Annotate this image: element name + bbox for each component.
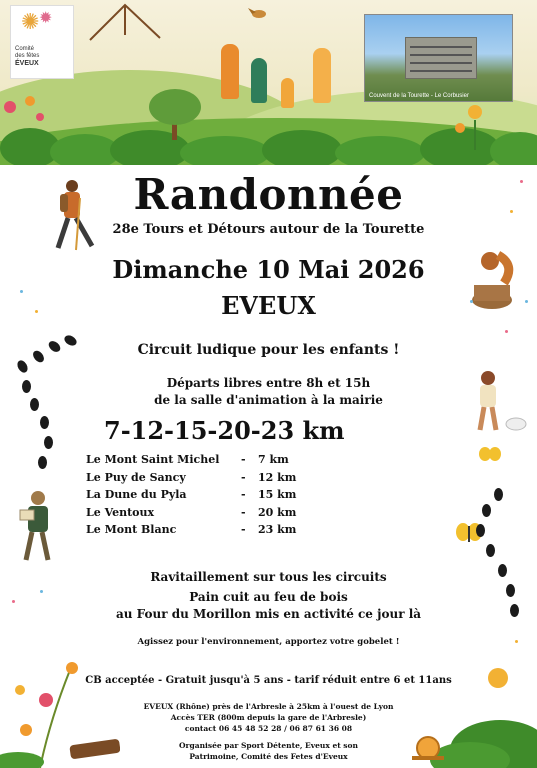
- header-illustration: [0, 0, 537, 165]
- logo-line: des fêtes: [15, 52, 40, 59]
- route-separator: -: [241, 470, 246, 484]
- bread-line: Pain cuit au feu de bois: [189, 590, 348, 604]
- distances-headline: 7-12-15-20-23 km: [104, 416, 345, 445]
- supply-text: Ravitaillement sur tous les circuits: [150, 570, 387, 584]
- footprint-icon: [38, 456, 47, 469]
- payment-info: CB acceptée - Gratuit jusqu'à 5 ans - tarif réduit entre 6 et 11ans: [85, 675, 452, 686]
- flowers-icon: [450, 100, 500, 150]
- environment-note: Agissez pour l'environnement, apportez votre gobelet !: [137, 637, 400, 647]
- sun-icon: ✹: [39, 8, 53, 27]
- tree-icon: [145, 85, 205, 140]
- bush-shape: [180, 136, 270, 165]
- logo-line: ÉVEUX: [15, 59, 39, 67]
- hiker-map-illustration: [12, 488, 62, 566]
- hiker-figure: [221, 44, 239, 99]
- departures-line: Départs libres entre 8h et 15h: [166, 376, 371, 390]
- committee-logo: [10, 5, 74, 79]
- route-distance: 20 km: [258, 505, 297, 519]
- bread-line: au Four du Morillon mis en activité ce jour là: [115, 607, 422, 621]
- event-date: Dimanche 10 Mai 2026: [112, 255, 425, 284]
- footprint-icon: [40, 416, 49, 429]
- footprint-icon: [486, 544, 495, 557]
- logo-line: Comité: [15, 46, 35, 52]
- route-distance: 15 km: [258, 488, 297, 501]
- route-separator: -: [241, 523, 246, 536]
- route-distance: 12 km: [258, 470, 297, 484]
- route-name: La Dune du Pyla: [86, 488, 187, 501]
- organizer-line: Patrimoine, Comité des Fetes d'Eveux: [189, 752, 348, 761]
- event-subtitle: 28e Tours et Détours autour de la Tourette: [112, 222, 425, 237]
- convent-photo: [364, 14, 513, 102]
- route-distance: 7 km: [258, 453, 289, 466]
- butterfly-icon: [478, 444, 502, 466]
- route-distance: 23 km: [258, 523, 297, 536]
- footprint-icon: [482, 504, 491, 517]
- bush-shape: [262, 130, 342, 165]
- departures-line: de la salle d'animation à la mairie: [154, 393, 383, 407]
- bush-shape: [335, 136, 425, 165]
- footprint-icon: [15, 359, 29, 375]
- footprint-icon: [476, 524, 485, 537]
- route-separator: -: [241, 505, 246, 519]
- event-title: Randonnée: [133, 170, 404, 219]
- building-shape: [405, 37, 477, 79]
- logo-text: [15, 46, 39, 68]
- kids-circuit-text: Circuit ludique pour les enfants !: [137, 342, 400, 358]
- route-name: Le Mont Saint Michel: [86, 453, 220, 466]
- bird-icon: [248, 4, 270, 22]
- route-name: Le Puy de Sancy: [86, 470, 186, 484]
- branch-icon: [85, 0, 165, 45]
- route-separator: -: [241, 488, 246, 501]
- contact-info: contact 06 45 48 52 28 / 06 87 61 36 08: [184, 724, 353, 733]
- location-info: EVEUX (Rhône) près de l'Arbresle à 25km à l'ouest de Lyon: [143, 702, 394, 711]
- route-name: Le Ventoux: [86, 505, 155, 519]
- hiker-figure: [313, 48, 331, 103]
- hikers-illustration: [215, 36, 355, 126]
- hiker-figure: [281, 78, 294, 108]
- route-name: Le Mont Blanc: [86, 523, 177, 536]
- photo-caption: Couvent de la Tourette - Le Corbusier: [369, 93, 469, 99]
- flowers-icon: [0, 95, 50, 140]
- hiker-figure: [251, 58, 267, 103]
- route-separator: -: [241, 453, 246, 466]
- footprint-icon: [44, 436, 53, 449]
- sun-icon: ✺: [21, 10, 40, 35]
- organizer-line: Organisée par Sport Détente, Eveux et son: [179, 741, 358, 750]
- event-place: EVEUX: [221, 291, 316, 320]
- access-info: Accès TER (800m depuis la gare de l'Arbresle): [170, 713, 367, 722]
- footprint-icon: [494, 488, 503, 501]
